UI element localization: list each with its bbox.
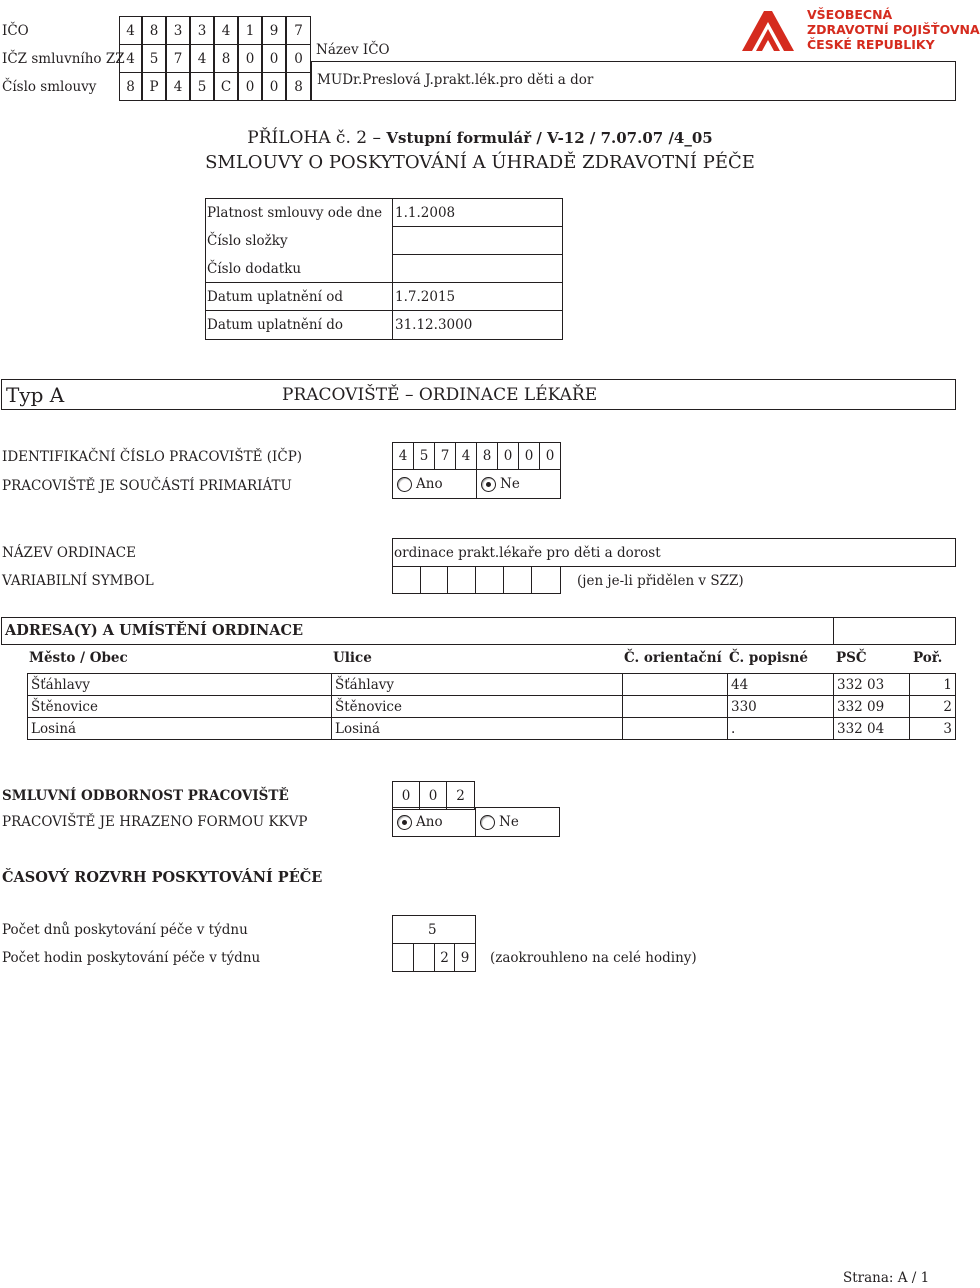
logo-line-2: ZDRAVOTNÍ POJIŠŤOVNA <box>807 22 980 37</box>
validity-value[interactable]: 1.7.2015 <box>395 289 456 305</box>
validity-divider <box>392 198 393 340</box>
hours-per-week-label: Počet hodin poskytování péče v týdnu <box>2 950 261 966</box>
odbornost-digit[interactable]: 2 <box>446 781 475 810</box>
address-popis-cell[interactable]: 330 <box>727 695 834 718</box>
validity-row-line <box>205 310 563 311</box>
address-popis-cell[interactable]: . <box>727 717 834 740</box>
ico-digit[interactable]: 3 <box>166 16 190 45</box>
column-header: Č. orientační <box>624 650 722 666</box>
hours-digit[interactable]: 9 <box>454 943 476 972</box>
validity-label: Datum uplatnění do <box>207 317 343 333</box>
hours-note: (zaokrouhleno na celé hodiny) <box>490 950 697 966</box>
contract-digit[interactable]: 5 <box>190 72 214 101</box>
ico-digit[interactable]: 9 <box>262 16 286 45</box>
contract-digit[interactable]: 0 <box>262 72 286 101</box>
hours-digit[interactable] <box>392 943 414 972</box>
address-title-divider <box>833 617 834 645</box>
kkvp-yes-radio[interactable] <box>397 815 412 830</box>
icp-digit[interactable]: 8 <box>476 442 498 470</box>
kkvp-divider <box>475 807 476 837</box>
icp-digit[interactable]: 0 <box>497 442 519 470</box>
ico-digit[interactable]: 4 <box>214 16 238 45</box>
hours-digit[interactable]: 2 <box>434 943 455 972</box>
address-city-cell[interactable]: Šťáhlavy <box>27 673 332 696</box>
icp-digit[interactable]: 4 <box>392 442 414 470</box>
section-title: PRACOVIŠTĚ – ORDINACE LÉKAŘE <box>282 385 598 405</box>
icz-digit[interactable]: 5 <box>142 44 166 73</box>
ico-digit[interactable]: 8 <box>142 16 166 45</box>
document-title-line-1 <box>0 130 960 147</box>
ico-digit[interactable]: 4 <box>119 16 142 45</box>
icz-digit[interactable]: 4 <box>119 44 142 73</box>
icz-digit[interactable]: 4 <box>190 44 214 73</box>
validity-label: Platnost smlouvy ode dne <box>207 205 383 221</box>
validity-label: Datum uplatnění od <box>207 289 343 305</box>
primariat-label: PRACOVIŠTĚ JE SOUČÁSTÍ PRIMARIÁTU <box>2 478 292 494</box>
validity-label: Číslo dodatku <box>207 261 302 277</box>
icz-digit[interactable]: 0 <box>238 44 262 73</box>
variable-symbol-cell[interactable] <box>447 566 476 594</box>
address-order-cell[interactable]: 3 <box>909 717 956 740</box>
variable-symbol-cell[interactable] <box>475 566 504 594</box>
icz-label: IČZ smluvního ZZ <box>2 51 125 67</box>
variable-symbol-cell[interactable] <box>420 566 448 594</box>
vzp-logo <box>738 7 980 55</box>
validity-value[interactable]: 31.12.3000 <box>395 317 473 333</box>
name-ico-value: MUDr.Preslová J.prakt.lék.pro děti a dor <box>317 72 594 88</box>
address-psc-cell[interactable]: 332 09 <box>833 695 910 718</box>
kkvp-yes-label: Ano <box>416 814 443 830</box>
ico-label: IČO <box>2 23 29 39</box>
variable-symbol-label: VARIABILNÍ SYMBOL <box>2 573 154 589</box>
logo-line-3: ČESKÉ REPUBLIKY <box>807 37 935 52</box>
icz-digit[interactable]: 7 <box>166 44 190 73</box>
primariat-divider <box>476 469 477 499</box>
schedule-title: ČASOVÝ ROZVRH POSKYTOVÁNÍ PÉČE <box>2 869 323 886</box>
primariat-no-label: Ne <box>500 476 520 492</box>
icp-digit[interactable]: 7 <box>434 442 456 470</box>
kkvp-no-label: Ne <box>499 814 519 830</box>
days-per-week-label: Počet dnů poskytování péče v týdnu <box>2 922 248 938</box>
odbornost-digit[interactable]: 0 <box>419 781 447 810</box>
kkvp-no-radio[interactable] <box>480 815 495 830</box>
odbornost-digit[interactable]: 0 <box>392 781 420 810</box>
hours-digit[interactable] <box>413 943 435 972</box>
address-title: ADRESA(Y) A UMÍSTĚNÍ ORDINACE <box>5 622 304 639</box>
icz-digit[interactable]: 0 <box>286 44 311 73</box>
address-street-cell[interactable]: Štěnovice <box>331 695 623 718</box>
address-city-cell[interactable]: Štěnovice <box>27 695 332 718</box>
contract-digit[interactable]: 0 <box>238 72 262 101</box>
address-psc-cell[interactable]: 332 03 <box>833 673 910 696</box>
document-title-line-2: SMLOUVY O POSKYTOVÁNÍ A ÚHRADĚ ZDRAVOTNÍ PÉČE <box>205 152 755 173</box>
address-order-cell[interactable]: 2 <box>909 695 956 718</box>
page-number: Strana: A / 1 <box>843 1270 930 1286</box>
variable-symbol-note: (jen je-li přidělen v SZZ) <box>577 573 744 589</box>
column-header: Č. popisné <box>729 650 808 666</box>
type-label: Typ A <box>6 383 65 407</box>
address-popis-cell[interactable]: 44 <box>727 673 834 696</box>
validity-row-line <box>392 226 563 227</box>
icp-digit[interactable]: 0 <box>539 442 561 470</box>
ordinace-name-value: ordinace prakt.lékaře pro děti a dorost <box>394 545 661 561</box>
title-dash: – <box>372 128 381 148</box>
ico-digit[interactable]: 7 <box>286 16 311 45</box>
icp-label: IDENTIFIKAČNÍ ČÍSLO PRACOVIŠTĚ (IČP) <box>2 449 303 465</box>
icz-digit[interactable]: 0 <box>262 44 286 73</box>
logo-line-1: VŠEOBECNÁ <box>807 7 893 22</box>
validity-label: Číslo složky <box>207 233 288 249</box>
variable-symbol-cell[interactable] <box>531 566 561 594</box>
address-orient-cell[interactable] <box>622 717 728 740</box>
address-orient-cell[interactable] <box>622 695 728 718</box>
primariat-yes-radio[interactable] <box>397 477 412 492</box>
validity-row-line <box>392 254 563 255</box>
contract-digit[interactable]: 8 <box>119 72 142 101</box>
contract-digit[interactable]: 4 <box>166 72 190 101</box>
address-street-cell[interactable]: Losiná <box>331 717 623 740</box>
icz-digit[interactable]: 8 <box>214 44 238 73</box>
days-per-week-value: 5 <box>428 922 437 938</box>
address-orient-cell[interactable] <box>622 673 728 696</box>
icp-digit[interactable]: 0 <box>518 442 540 470</box>
contract-digit[interactable]: P <box>142 72 166 101</box>
primariat-yes-label: Ano <box>416 476 443 492</box>
validity-row-line <box>205 282 563 283</box>
vzp-logo-mark-icon <box>738 7 800 53</box>
title-form: Vstupní formulář / V-12 / 7.07.07 /4_05 <box>386 129 713 147</box>
contract-digit[interactable]: 8 <box>286 72 311 101</box>
odbornost-label: SMLUVNÍ ODBORNOST PRACOVIŠTĚ <box>2 788 289 804</box>
column-header: PSČ <box>836 650 867 666</box>
primariat-no-radio[interactable] <box>481 477 496 492</box>
address-order-cell[interactable]: 1 <box>909 673 956 696</box>
ico-digit[interactable]: 1 <box>238 16 262 45</box>
icp-digit[interactable]: 5 <box>413 442 435 470</box>
column-header: Ulice <box>333 650 372 666</box>
address-city-cell[interactable]: Losiná <box>27 717 332 740</box>
title-attachment: PŘÍLOHA č. 2 <box>247 128 368 148</box>
validity-value[interactable]: 1.1.2008 <box>395 205 456 221</box>
column-header: Poř. <box>913 650 943 666</box>
variable-symbol-cell[interactable] <box>392 566 421 594</box>
variable-symbol-cell[interactable] <box>503 566 532 594</box>
contract-digit[interactable]: C <box>214 72 238 101</box>
name-ico-label: Název IČO <box>316 42 390 58</box>
address-street-cell[interactable]: Šťáhlavy <box>331 673 623 696</box>
contract-number-label: Číslo smlouvy <box>2 79 97 95</box>
column-header: Město / Obec <box>29 650 128 666</box>
ico-digit[interactable]: 3 <box>190 16 214 45</box>
ordinace-name-label: NÁZEV ORDINACE <box>2 545 136 561</box>
address-psc-cell[interactable]: 332 04 <box>833 717 910 740</box>
icp-digit[interactable]: 4 <box>455 442 477 470</box>
kkvp-label: PRACOVIŠTĚ JE HRAZENO FORMOU KKVP <box>2 814 308 830</box>
